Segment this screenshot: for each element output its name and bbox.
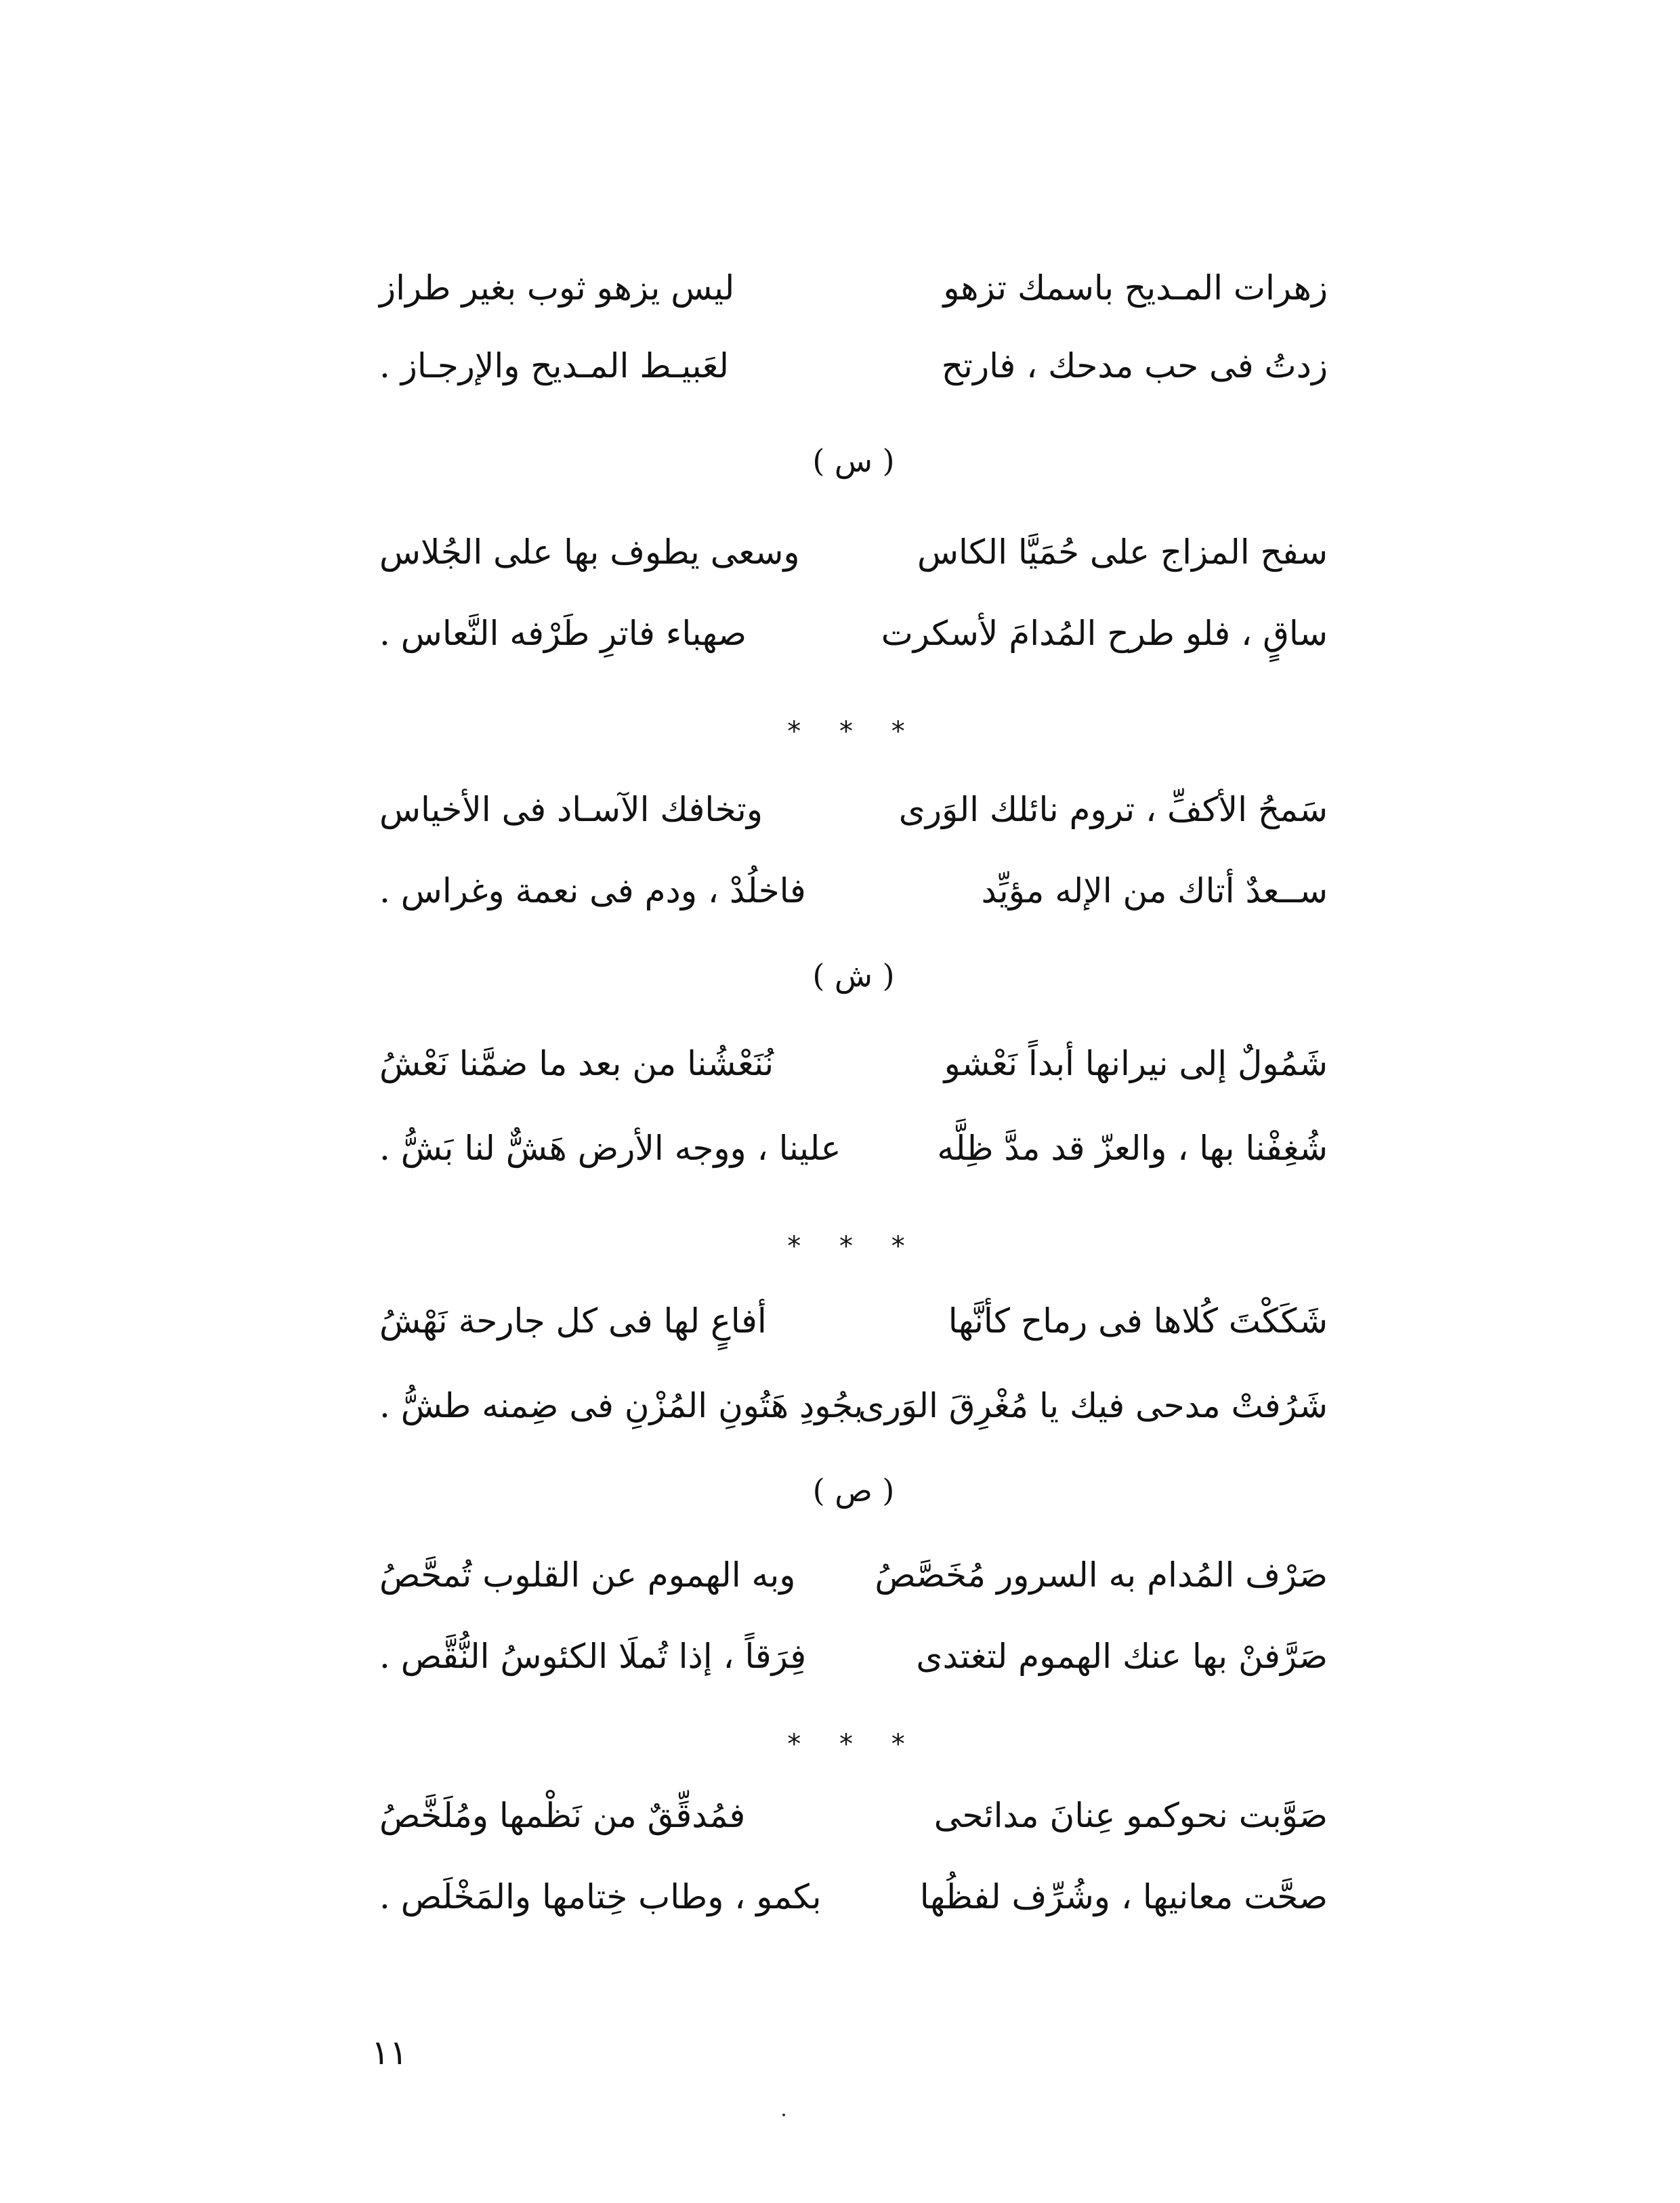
verse-11 — [379, 1538, 1328, 1626]
verse-9-second-hemistich: أفاعٍ لها فى كل جارحة نَهْشُ — [379, 1301, 767, 1341]
verse-4-second-hemistich: صهباء فاترِ طَرْفه النَّعاس . — [379, 614, 747, 653]
verse-10 — [379, 1368, 1328, 1456]
verse-1-second-hemistich: ليس يزهو ثوب بغير طراز — [379, 268, 735, 308]
verse-9-first-hemistich: شَكَكْتَ كُلاها فى رماح كأنَّها — [948, 1301, 1328, 1341]
verse-6-second-hemistich: فاخلُدْ ، ودم فى نعمة وغراس . — [379, 871, 806, 910]
verse-4 — [379, 596, 1328, 684]
asterism-separator: * * * — [787, 1729, 920, 1760]
verse-2-second-hemistich: لعَبيـط المـديح والإرجـاز . — [379, 346, 729, 385]
verse-4-first-hemistich: ساقٍ ، فلو طرح المُدامَ لأسكرت — [881, 614, 1328, 653]
verse-8 — [379, 1111, 1328, 1199]
verse-13 — [379, 1778, 1328, 1866]
asterism-separator: * * * — [787, 716, 920, 747]
verse-14-first-hemistich: صحَّت معانيها ، وشُرِّف لفظُها — [919, 1877, 1328, 1916]
verse-10-first-hemistich: شَرُفتْ مدحى فيك يا مُغْرِقَ الوَرى — [858, 1386, 1328, 1425]
section-heading-sin: ( س ) — [812, 442, 895, 479]
verse-8-second-hemistich: علينا ، ووجه الأرض هَشٌّ لنا بَشُّ . — [379, 1129, 841, 1168]
verse-7-first-hemistich: شَمُولٌ إلى نيرانها أبداً نَعْشو — [944, 1044, 1328, 1083]
verse-1 — [379, 251, 1328, 339]
verse-9 — [379, 1284, 1328, 1372]
verse-12-first-hemistich: صَرَّفنْ بها عنك الهموم لتغتدى — [916, 1637, 1328, 1676]
verse-7-second-hemistich: نُنَعْشُنا من بعد ما ضمَّنا نَعْشُ — [379, 1044, 774, 1083]
verse-6-first-hemistich: ســعدٌ أتاك من الإله مؤيِّد — [981, 871, 1328, 910]
scan-speck — [782, 2114, 785, 2116]
verse-11-first-hemistich: صَرْف المُدام به السرور مُخَصَّصُ — [875, 1555, 1328, 1595]
verse-5 — [379, 772, 1328, 860]
verse-2-first-hemistich: زدتُ فى حب مدحك ، فارتح — [941, 346, 1328, 385]
verse-2 — [379, 329, 1328, 417]
verse-3-first-hemistich: سفح المزاج على حُمَيَّا الكاس — [917, 532, 1328, 572]
verse-11-second-hemistich: وبه الهموم عن القلوب تُمحَّصُ — [379, 1555, 796, 1595]
verse-1-first-hemistich: زهرات المـديح باسمك تزهو — [943, 268, 1328, 308]
verse-10-second-hemistich: بجُودِ هَتُونِ المُزْنِ فى ضِمنه طشُّ . — [379, 1386, 864, 1425]
section-heading-shin: ( ش ) — [812, 957, 895, 994]
verse-12-second-hemistich: فِرَقاً ، إذا تُملَا الكئوسُ النُّقَّص . — [379, 1637, 807, 1676]
verse-14 — [379, 1860, 1328, 1948]
asterism-separator: * * * — [787, 1231, 920, 1262]
verse-5-first-hemistich: سَمحُ الأكفِّ ، تروم نائلك الوَرى — [898, 790, 1328, 829]
verse-12 — [379, 1619, 1328, 1707]
verse-3-second-hemistich: وسعى يطوف بها على الجُلاس — [379, 532, 800, 572]
verse-5-second-hemistich: وتخافك الآسـاد فى الأخياس — [379, 790, 763, 829]
verse-13-first-hemistich: صَوَّبت نحوكمو عِنانَ مدائحى — [933, 1796, 1328, 1835]
verse-14-second-hemistich: بكمو ، وطاب خِتامها والمَخْلَص . — [379, 1877, 822, 1916]
verse-6 — [379, 854, 1328, 942]
page-number: ١١ — [371, 2033, 408, 2072]
verse-13-second-hemistich: فمُدقِّقٌ من نَظْمها ومُلَخَّصُ — [379, 1796, 746, 1835]
verse-3 — [379, 515, 1328, 603]
verse-7 — [379, 1026, 1328, 1114]
section-heading-sad: ( ص ) — [812, 1472, 895, 1509]
verse-8-first-hemistich: شُغِفْنا بها ، والعزّ قد مدَّ ظِلَّه — [937, 1129, 1328, 1168]
